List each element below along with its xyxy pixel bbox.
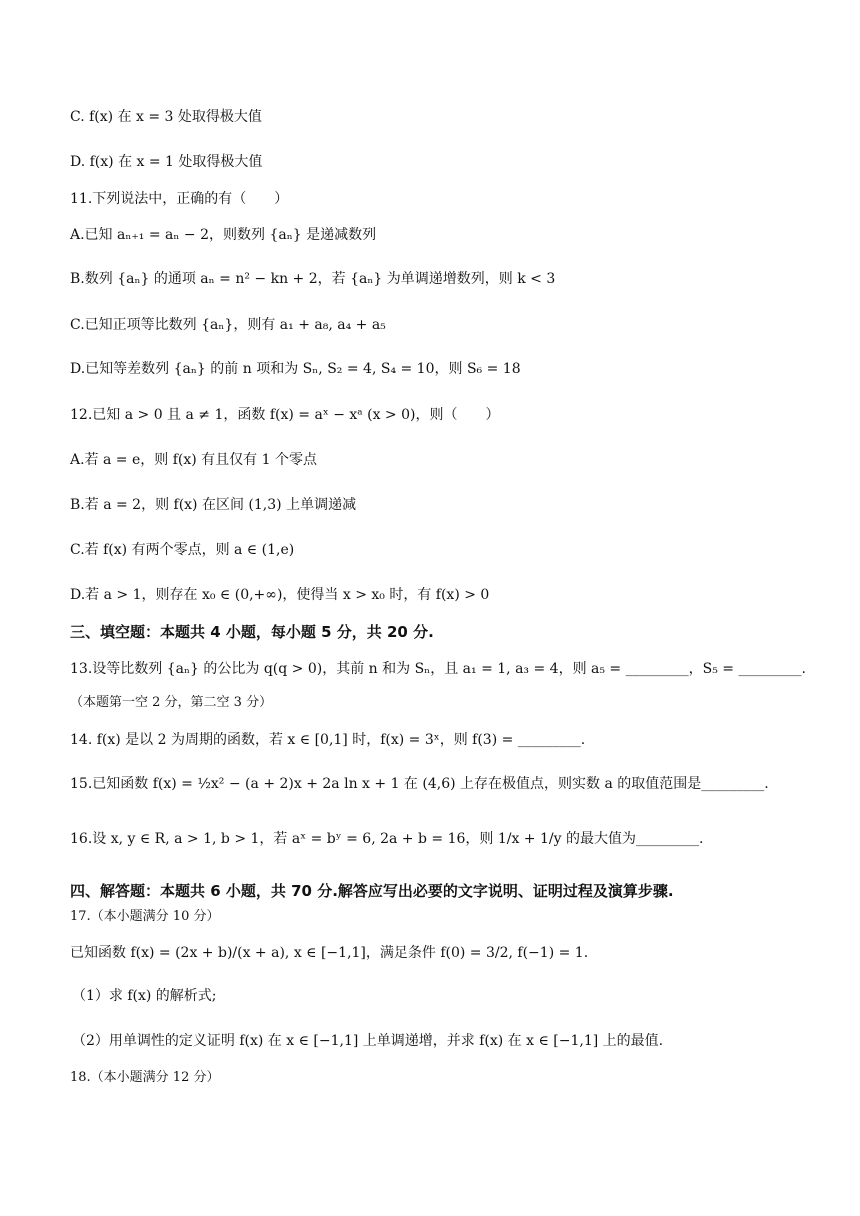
option-c-q12: C.若 f(x) 有两个零点，则 a ∈ (1,e) — [70, 542, 295, 558]
question-11: 11.下列说法中，正确的有（ ） — [70, 191, 289, 207]
question-18-header: 18.（本小题满分 12 分） — [70, 1070, 220, 1085]
question-14: 14. f(x) 是以 2 为周期的函数，若 x ∈ [0,1] 时，f(x) = 3ˣ，则 f(3) = _________. — [70, 732, 586, 748]
question-17-part-1: （1）求 f(x) 的解析式; — [72, 988, 217, 1004]
option-a-q12: A.若 a = e，则 f(x) 有且仅有 1 个零点 — [70, 452, 317, 468]
option-a-q11: A.已知 aₙ₊₁ = aₙ − 2，则数列 {aₙ} 是递减数列 — [70, 227, 377, 243]
question-12: 12.已知 a > 0 且 a ≠ 1，函数 f(x) = aˣ − xᵃ (x > 0)，则（ ） — [70, 407, 500, 423]
option-c-q10: C. f(x) 在 x = 3 处取得极大值 — [70, 109, 262, 125]
question-17-header: 17.（本小题满分 10 分） — [70, 909, 220, 924]
option-d-q11: D.已知等差数列 {aₙ} 的前 n 项和为 Sₙ, S₂ = 4, S₄ = 10，则 S₆ = 18 — [70, 361, 521, 377]
option-d-q12: D.若 a > 1，则存在 x₀ ∈ (0,+∞)，使得当 x > x₀ 时，有 f(x) > 0 — [70, 587, 490, 603]
option-b-q12: B.若 a = 2，则 f(x) 在区间 (1,3) 上单调递减 — [70, 497, 357, 513]
section-heading-solutions: 四、解答题：本题共 6 小题，共 70 分.解答应写出必要的文字说明、证明过程及演算步骤. — [70, 882, 674, 900]
option-c-q11: C.已知正项等比数列 {aₙ}，则有 a₁ + a₈, a₄ + a₅ — [70, 317, 386, 333]
section-heading-fill-in: 三、填空题：本题共 4 小题，每小题 5 分，共 20 分. — [70, 623, 434, 641]
question-13-note: （本题第一空 2 分，第二空 3 分） — [70, 695, 273, 710]
question-15: 15.已知函数 f(x) = ½x² − (a + 2)x + 2a ln x + 1 在 (4,6) 上存在极值点，则实数 a 的取值范围是_________. — [70, 776, 769, 792]
question-17-stem: 已知函数 f(x) = (2x + b)/(x + a), x ∈ [−1,1]，满足条件 f(0) = 3/2, f(−1) = 1. — [70, 945, 589, 961]
question-13: 13.设等比数列 {aₙ} 的公比为 q(q > 0)，其前 n 和为 Sₙ，且 a₁ = 1, a₃ = 4，则 a₅ = _________，S₅ = _________. — [70, 661, 806, 677]
option-d-q10: D. f(x) 在 x = 1 处取得极大值 — [70, 154, 263, 170]
question-17-part-2: （2）用单调性的定义证明 f(x) 在 x ∈ [−1,1] 上单调递增，并求 f(x) 在 x ∈ [−1,1] 上的最值. — [72, 1033, 664, 1049]
option-b-q11: B.数列 {aₙ} 的通项 aₙ = n² − kn + 2，若 {aₙ} 为单调递增数列，则 k < 3 — [70, 271, 556, 287]
question-16: 16.设 x, y ∈ R, a > 1, b > 1，若 aˣ = bʸ = 6, 2a + b = 16，则 1/x + 1/y 的最大值为_________. — [70, 831, 704, 847]
